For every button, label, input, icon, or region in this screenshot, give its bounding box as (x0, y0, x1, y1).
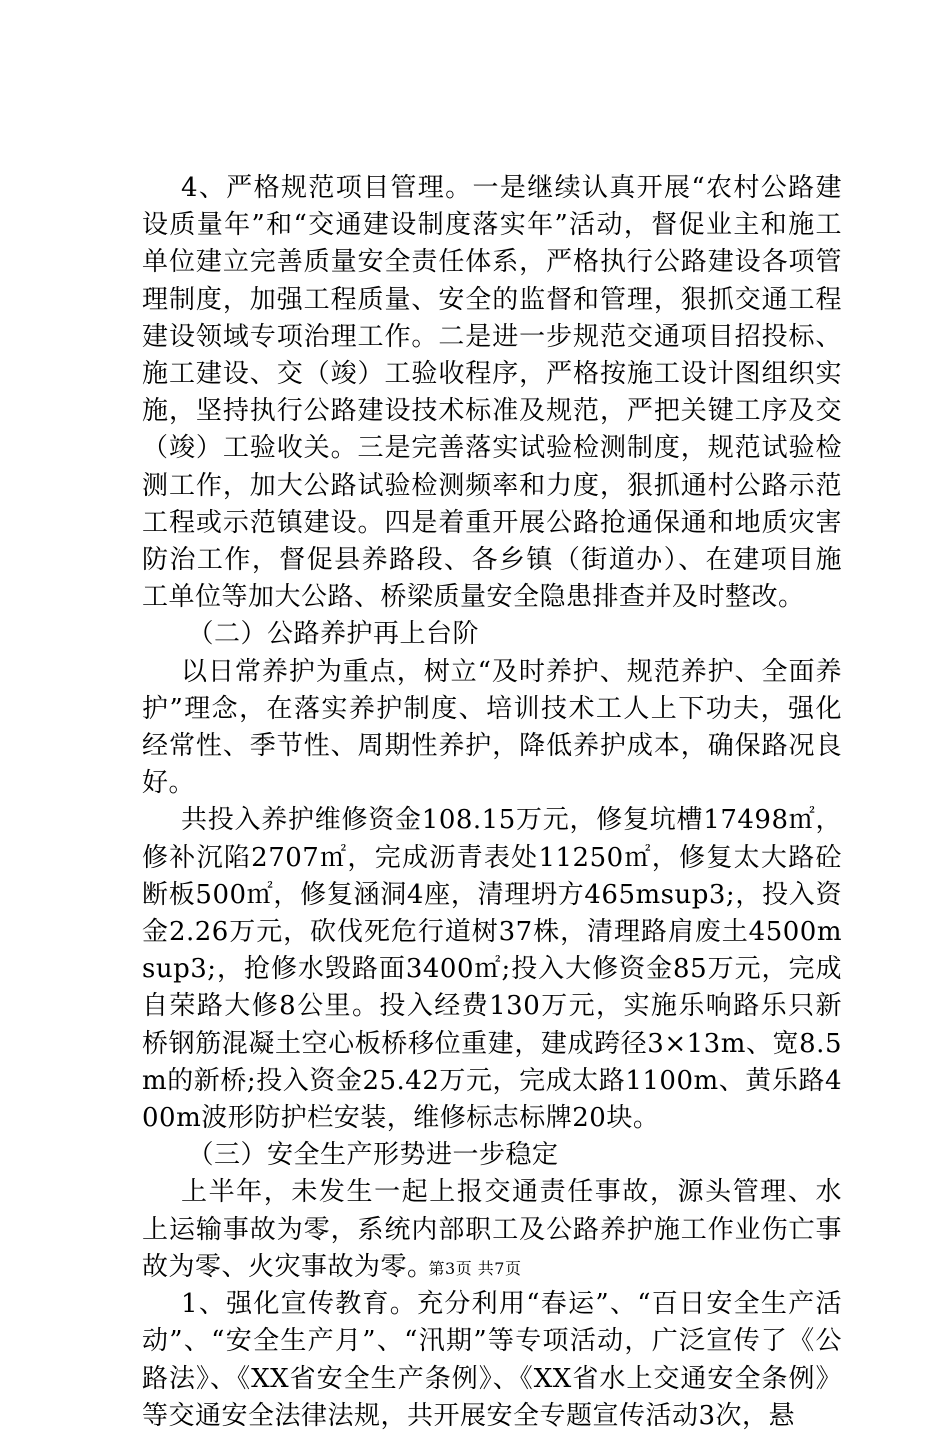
section-heading-road-maintenance: （二）公路养护再上台阶 (187, 619, 480, 650)
section-heading-safety-production: （三）安全生产形势进一步稳定 (187, 1140, 559, 1171)
paragraph-safety-education: 1、强化宣传教育。充分利用“春运”、“百日安全生产活动”、“安全生产月”、“汛期”等专项活动，广泛宣传了《公路法》、《XX省安全生产条例》、《XX省水上交通安全条例》等交通安全法律法规，共开展安全专题宣传活动3次，悬 (142, 1289, 842, 1431)
paragraph-project-management: 4、严格规范项目管理。一是继续认真开展“农村公路建设质量年”和“交通建设制度落实年”活动，督促业主和施工单位建立完善质量安全责任体系，严格执行公路建设各项管理制度，加强工程质量、安全的监督和管理，狠抓交通工程建设领域专项治理工作。二是进一步规范交通项目招投标、施工建设、交（竣）工验收程序，严格按施工设计图组织实施，坚持执行公路建设技术标准及规范，严把关键工序及交（竣）工验收关。三是完善落实试验检测制度，规范试验检测工作，加大公路试验检测频率和力度，狠抓通村公路示范工程或示范镇建设。四是着重开展公路抢通保通和地质灾害防治工作，督促县养路段、各乡镇（街道办）、在建项目施工单位等加大公路、桥梁质量安全隐患排查并及时整改。 (142, 173, 842, 613)
document-body (142, 170, 842, 1435)
paragraph-maintenance-investment: 共投入养护维修资金108.15万元，修复坑槽17498㎡，修补沉陷2707㎡，完成沥青表处11250㎡，修复太大路砼断板500㎡，修复涵洞4座，清理坍方465msup3;，投入资金2.26万元，砍伐死危行道树37株，清理路肩废土4500msup3;，抢修水毁路面3400㎡;投入大修资金85万元，完成自荣路大修8公里。投入经费130万元，实施乐响路乐只新桥钢筋混凝土空心板桥移位重建，建成跨径3×13m、宽8.5m的新桥;投入资金25.42万元，完成太路1100m、黄乐路400m波形防护栏安装，维修标志标牌20块。 (142, 805, 842, 1134)
paragraph-maintenance-focus: 以日常养护为重点，树立“及时养护、规范养护、全面养护”理念，在落实养护制度、培训技术工人上下功夫，强化经常性、季节性、周期性养护，降低养护成本，确保路况良好。 (142, 656, 842, 799)
paragraph-safety-summary: 上半年，未发生一起上报交通责任事故，源头管理、水上运输事故为零，系统内部职工及公路养护施工作业伤亡事故为零、火灾事故为零。 (142, 1177, 842, 1282)
page-footer: 第3页 共7页 (428, 1259, 522, 1278)
